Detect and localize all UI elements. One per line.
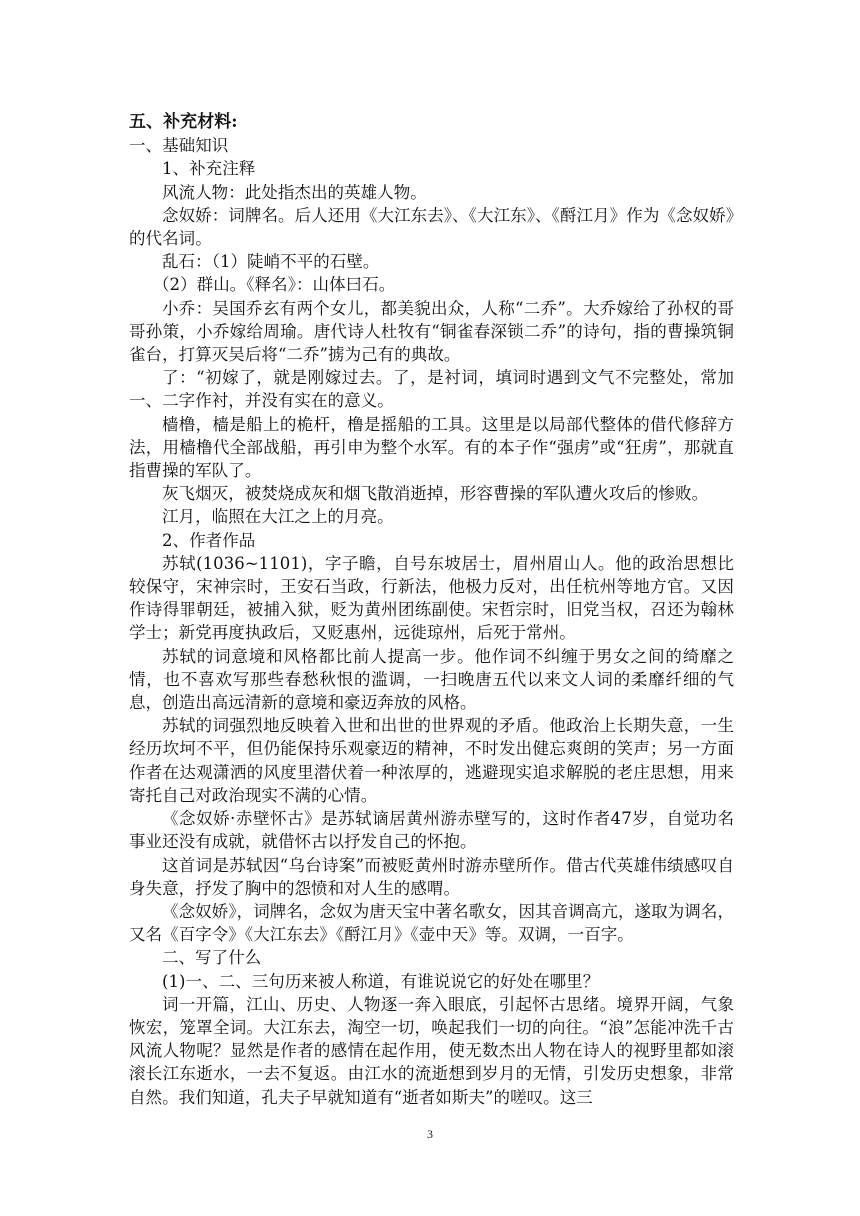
paragraph-luanshi-2: （2）群山。《释名》：山体曰石。 bbox=[153, 275, 396, 295]
paragraph-luanshi-1: 乱石：（1）陡峭不平的石壁。 bbox=[162, 252, 380, 272]
paragraph-cipai-origin: 《念奴娇》，词牌名，念奴为唐天宝中著名歌女，因其音调高亢，遂取为调名，又名《百字令》《大江东去》《酹江月》《壶中天》等。双调，一百字。 bbox=[129, 901, 734, 945]
paragraph-xiaoqiao: 小乔：吴国乔玄有两个女儿，都美貌出众，人称“二乔”。大乔嫁给了孙权的哥哥孙策，小乔嫁给周瑜。唐代诗人杜牧有“铜雀春深锁二乔”的诗句，指的曹操筑铜雀台，打算灭吴后将“二乔”掳为己有的典故。 bbox=[129, 298, 734, 365]
paragraph-chibi-background: 《念奴娇·赤壁怀古》是苏轼谪居黄州游赤壁写的，这时作者47岁，自觉功名事业还没有成就，就借怀古以抒发自己的怀抱。 bbox=[129, 809, 734, 852]
paragraph-sushi-contradiction: 苏轼的词强烈地反映着入世和出世的世界观的矛盾。他政治上长期失意，一生经历坎坷不平，但仍能保持乐观豪迈的精神，不时发出健忘爽朗的笑声；另一方面作者在达观潇洒的风度里潜伏着一种浓厚的，逃避现实追求解脱的老庄思想，用来寄托自己对政治现实不满的心情。 bbox=[129, 716, 734, 805]
paragraph-qianglu: 樯橹，樯是船上的桅杆，橹是摇船的工具。这里是以局部代整体的借代修辞方法，用樯橹代全部战船，再引申为整个水军。有的本子作“强虏”或“狂虏”，那就直指曹操的军队了。 bbox=[129, 414, 734, 481]
paragraph-sushi-style: 苏轼的词意境和风格都比前人提高一步。他作词不纠缠于男女之间的绮靡之情，也不喜欢写那些春愁秋恨的滥调，一扫晚唐五代以来文人词的柔靡纤细的气息，创造出高远清新的意境和豪迈奔放的风格。 bbox=[129, 646, 734, 713]
paragraph-wutai-case: 这首词是苏轼因“乌台诗案”而被贬黄州时游赤壁所作。借古代英雄伟绩感叹自身失意，抒发了胸中的怨愤和对人生的感喟。 bbox=[129, 855, 734, 898]
page-number: 3 bbox=[427, 1127, 433, 1141]
paragraph-sushi-bio: 苏轼(1036~1101)，字子瞻，自号东坡居士，眉州眉山人。他的政治思想比较保守，宋神宗时，王安石当政，行新法，他极力反对，出任杭州等地方官。又因作诗得罪朝廷，被捕入狱，贬为黄州团练副使。宋哲宗时，旧党当权，召还为翰林学士；新党再度执政后，又贬惠州，远徙琼州，后死于常州。 bbox=[129, 553, 734, 643]
paragraph-jiangyue: 江月，临照在大江之上的月亮。 bbox=[162, 507, 394, 527]
paragraph-le: 了：“初嫁了，就是刚嫁过去。了，是衬词，填词时遇到文气不完整处，常加一、二字作衬，并没有实在的意义。 bbox=[129, 368, 734, 411]
paragraph-fengliu: 风流人物：此处指杰出的英雄人物。 bbox=[162, 182, 427, 202]
paragraph-niannujiao-cipai: 念奴娇：词牌名。后人还用《大江东去》、《大江东》、《酹江月》作为《念奴娇》的代名词。 bbox=[129, 205, 734, 249]
subheading-author: 2、作者作品 bbox=[162, 530, 256, 550]
subheading-annotations: 1、补充注释 bbox=[162, 159, 256, 179]
section-title: 五、补充材料: bbox=[129, 112, 238, 132]
document-body bbox=[129, 111, 734, 1109]
heading-what-written: 二、写了什么 bbox=[162, 948, 262, 968]
paragraph-huifei: 灰飞烟灭，被焚烧成灰和烟飞散消逝掉，形容曹操的军队遭火攻后的惨败。 bbox=[162, 484, 709, 504]
paragraph-answer-1: 词一开篇，江山、历史、人物逐一奔入眼底，引起怀古思绪。境界开阔，气象恢宏，笼罩全词。大江东去，淘空一切，唤起我们一切的向往。“浪”怎能冲洗千古风流人物呢？显然是作者的感情在起作用，使无数杰出人物在诗人的视野里都如滚滚长江东逝水，一去不复返。由江水的流逝想到岁月的无情，引发历史想象，非常自然。我们知道，孔夫子早就知道有“逝者如斯夫”的嗟叹。这三 bbox=[129, 994, 734, 1107]
heading-basic-knowledge: 一、基础知识 bbox=[129, 136, 229, 156]
question-1: (1)一、二、三句历来被人称道，有谁说说它的好处在哪里？ bbox=[162, 971, 600, 991]
